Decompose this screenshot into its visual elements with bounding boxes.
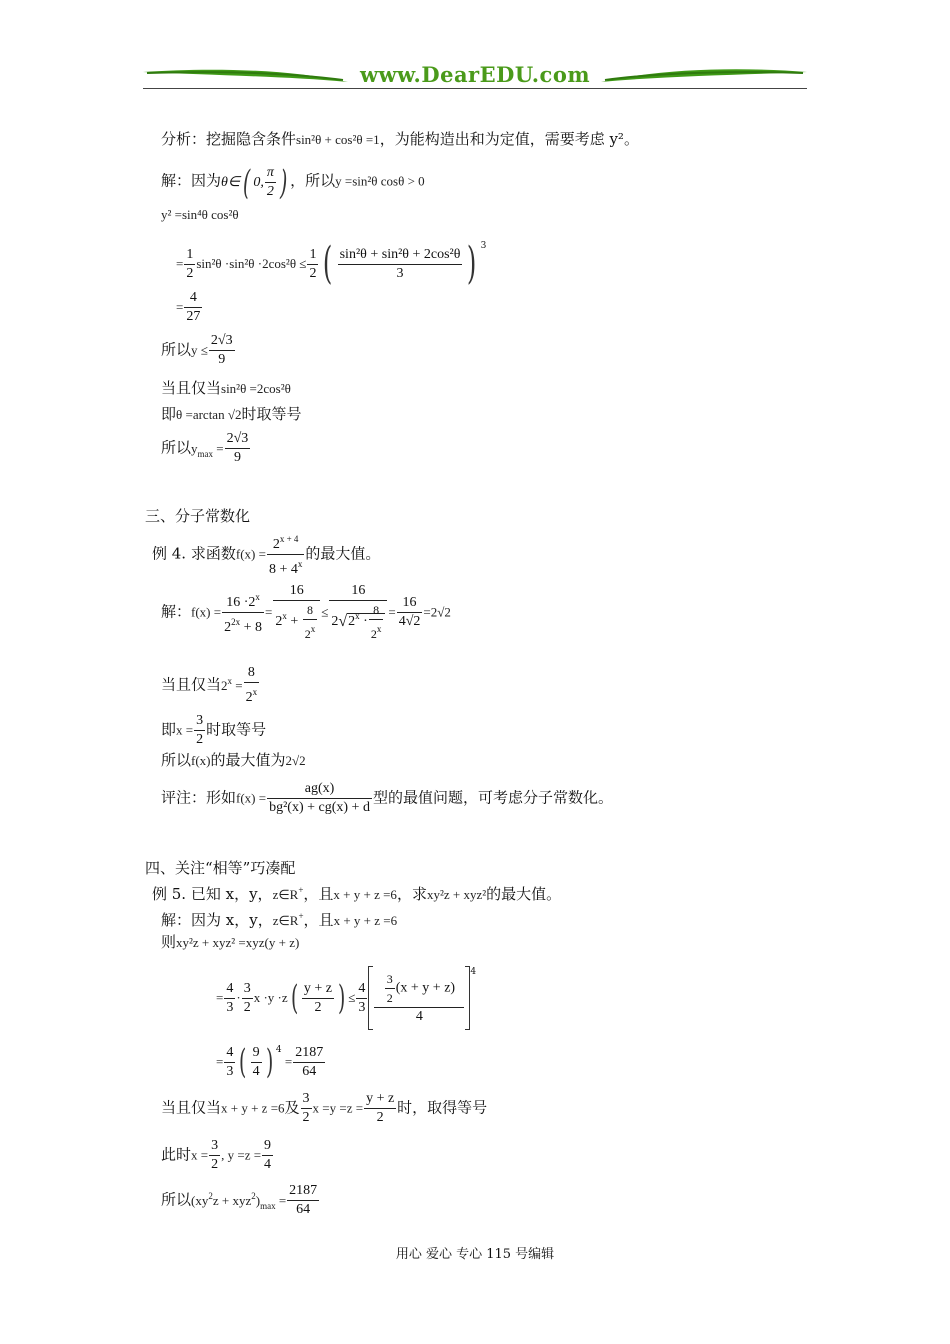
example-5-max: 所以$(xy^2z + xyz^2)_{max}$ = $\frac{2187}{64}$ <box>161 1183 318 1217</box>
theta-range: θ∈( 0, $\frac{\pi}{2}$ ) <box>221 162 288 203</box>
solution-intro <box>161 164 425 201</box>
example-5-label: 例 5. 已知 x，y， <box>152 885 273 903</box>
max-fraction-5: $\frac{2187}{64}$ <box>289 1183 318 1217</box>
equality-theta <box>161 404 301 425</box>
solution-connector: ，所以 <box>290 171 336 190</box>
example-4-equality: 当且仅当$2^x$ = $\frac{8}{2^x}$ <box>161 665 258 705</box>
page-footer: 用心 爱心 专心 115 号编辑 <box>395 1247 555 1262</box>
section-4-title: 四、关注“相等”巧凑配 <box>145 859 296 877</box>
solution-label-4: 解： <box>161 602 192 621</box>
iff-c1: x + y + z =6 <box>221 1100 285 1116</box>
example-5-mid2: ，求 <box>396 885 427 903</box>
ie-tail: 时取等号 <box>241 405 302 423</box>
example-4-tail: 的最大值。 <box>305 544 381 563</box>
solution-label: 解：因为 <box>161 171 222 190</box>
result-value: =2√2 <box>423 604 451 620</box>
analysis-condition: sin²θ + cos²θ =1 <box>296 132 380 147</box>
solution-label-5: 解：因为 x，y， <box>161 911 273 929</box>
am-gm-fraction: $\frac{\text{sin²θ + sin²θ + 2cos²θ}}{3}$ <box>339 246 461 281</box>
example-5: 例 5. 已知 x，y，z∈R+，且x + y + z =6，求xy²z + xyz²的最大值。 <box>152 885 562 903</box>
example-5-solution: 解：因为 x，y，z∈R+，且x + y + z =6 <box>161 911 398 929</box>
y-positive-expr: y =sin²θ cosθ > 0 <box>335 173 425 189</box>
example-5-expr: xy²z + xyz² <box>426 887 487 902</box>
ie-label-4: 即 <box>161 720 177 739</box>
half-fraction: $\frac{1}{2}$ <box>186 246 194 281</box>
so-label: 所以 <box>161 438 192 457</box>
example-5-condition: x + y + z =6 <box>333 887 397 902</box>
remark-label: 评注：形如 <box>161 788 237 807</box>
remark-tail: 型的最值问题，可考虑分子常数化。 <box>372 788 613 807</box>
inequality-step: = $\frac{1}{2}$ sin²θ ·sin²θ ·2cos²θ ≤ $\frac{1}{2}$ ( $\frac{\text{sin²θ + sin²θ + 2cos²θ}}{3}$ ) $^3$ <box>176 238 487 289</box>
max-mid: 的最大值为 <box>210 751 286 769</box>
so-label-4: 所以 <box>161 751 192 769</box>
ie-tail-4: 时取等号 <box>206 720 267 739</box>
example-4-solution: 解：f(x) = $\frac{16 \cdot 2^x}{2^{2x} + 8}$ = 16 $2^x$ + $\frac{8}{2^x}$ ≤ 16 $2√2^x$ · $\frac{8}{2^x}$ = $\frac{16}{4√2}$ =2√2 <box>161 583 451 641</box>
half-fraction-2: $\frac{1}{2}$ <box>309 246 317 281</box>
max-value-4: 2√2 <box>285 753 306 768</box>
solution-condition-5: x + y + z =6 <box>333 913 398 928</box>
example-4-function: $\frac{2^{x + 4}}{8 + 4^x}$ <box>267 530 304 579</box>
step-result: = $\frac{4}{27}$ <box>176 290 201 324</box>
analysis-line <box>161 129 639 150</box>
then-line <box>161 932 299 953</box>
now-label: 此时 <box>161 1145 192 1164</box>
page-header <box>143 58 807 92</box>
numeric-step: = $\frac{4}{3}$ ( $\frac{9}{4}$ ) $^4$ = $\frac{2187}{64}$ <box>216 1042 324 1082</box>
so-label-5: 所以 <box>161 1190 192 1209</box>
arctan-expr: θ =arctan √2 <box>176 407 242 422</box>
iff-label: 当且仅当 <box>161 379 222 397</box>
analysis-tail: ，为能构造出和为定值，需要考虑 y²。 <box>379 130 639 148</box>
then-expr: xy²z + xyz² =xyz(y + z) <box>176 935 300 950</box>
now-line: 此时x = $\frac{3}{2}$ , y =z = $\frac{9}{4}$ <box>161 1138 272 1172</box>
then-label: 则 <box>161 933 177 951</box>
bound-fraction: $\frac{2√3}{9}$ <box>210 333 233 367</box>
example-5-tail: 的最大值。 <box>486 885 562 903</box>
example-5-mid: ，且 <box>303 885 334 903</box>
iff-tail-5: 时，取得等号 <box>397 1098 488 1117</box>
example-4-max: 所以f(x)的最大值为2√2 <box>161 751 306 769</box>
equality-condition <box>161 378 291 399</box>
header-rule <box>143 88 807 89</box>
remark-fraction: $\frac{ag(x)}{\text{bg²(x) + cg(x) + d}}$ <box>269 781 370 815</box>
solution-mid-5: ，且 <box>303 911 334 929</box>
iff-label-5: 当且仅当 <box>161 1098 222 1117</box>
so-label: 所以 <box>161 340 192 359</box>
product-expr: sin²θ ·sin²θ ·2cos²θ ≤ <box>196 256 307 271</box>
four-27-fraction: $\frac{4}{27}$ <box>186 290 201 324</box>
ie-label: 即 <box>161 405 177 423</box>
example-4-x-value: 即x = $\frac{3}{2}$ 时取等号 <box>161 713 267 747</box>
site-logo-text: www.DearEDU.com <box>359 62 591 87</box>
iff-and: 及 <box>284 1098 300 1117</box>
remark-line: 评注：形如f(x) = $\frac{ag(x)}{\text{bg²(x) + cg(x) + d}}$ 型的最值问题，可考虑分子常数化。 <box>161 781 613 815</box>
iff-label-4: 当且仅当 <box>161 675 222 694</box>
section-3-title: 三、分子常数化 <box>145 507 251 525</box>
max-fraction: $\frac{2√3}{9}$ <box>226 431 249 465</box>
max-line: 所以$y_{max}$ = $\frac{2√3}{9}$ <box>161 431 249 465</box>
y-squared-expr: y² =sin⁴θ cos²θ <box>161 207 239 222</box>
iff-expr: sin²θ =2cos²θ <box>221 381 291 396</box>
analysis-lead: 分析：挖掘隐含条件 <box>161 130 297 148</box>
bound-line: 所以y ≤ $\frac{2√3}{9}$ <box>161 333 233 367</box>
example-4: 例 4. 求函数f(x) = $\frac{2^{x + 4}}{8 + 4^x}$ 的最大值。 <box>152 530 380 579</box>
example-5-equality: 当且仅当x + y + z =6及 $\frac{3}{2}$ x =y =z = $\frac{y + z}{2}$ 时，取得等号 <box>161 1091 488 1125</box>
example-4-label: 例 4. 求函数 <box>152 544 236 563</box>
amgm-step: = $\frac{4}{3}$ · $\frac{3}{2}$ x ·y ·z( $\frac{y + z}{2}$ ) ≤ $\frac{4}{3}$ $\frac{3}{2}$ (x + y + z) 4 $^4$ <box>216 962 476 1030</box>
